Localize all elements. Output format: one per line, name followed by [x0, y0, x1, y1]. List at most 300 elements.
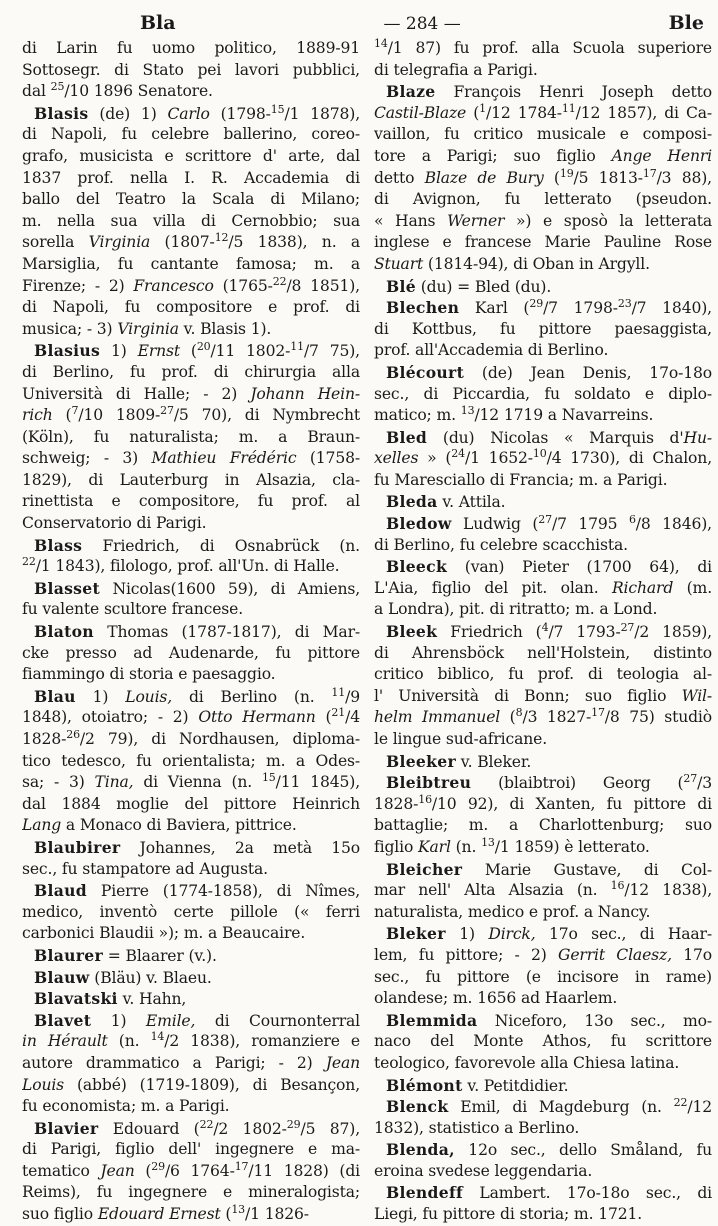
text-segment: /12 1857), di Ca- — [575, 103, 712, 122]
text-line — [22, 729, 360, 751]
text-segment: fu economista; m. a Parigi. — [22, 1097, 230, 1116]
text-line — [374, 686, 712, 708]
text-line — [22, 815, 360, 837]
date-superscript: 29 — [151, 1160, 165, 1173]
date-superscript: 27 — [620, 621, 635, 634]
text-segment: Johann Hein- — [250, 384, 360, 403]
text-segment: Edouard ( — [98, 1119, 200, 1138]
text-line — [22, 923, 360, 945]
text-segment: naturalista, medico e prof. a Nancy. — [374, 902, 651, 921]
text-line — [22, 902, 360, 924]
text-line — [22, 254, 360, 276]
headword: Bleeck — [386, 557, 448, 577]
entry-line — [22, 340, 360, 362]
headword: Blechen — [386, 298, 460, 318]
text-segment: Emil, di Magdeburg (n. — [448, 1098, 674, 1117]
text-segment: Edouard Ernest — [97, 1205, 221, 1224]
text-segment: a Monaco di Baviera, pittrice. — [61, 816, 297, 835]
entry-line — [374, 81, 712, 103]
date-superscript: 15 — [270, 102, 285, 116]
text-segment: vaillon, fu critico musicale e composi- — [374, 125, 712, 144]
text-segment: di Larin fu uomo politico, 1889-91 — [22, 39, 360, 57]
entry-line — [374, 1010, 712, 1032]
text-segment: 1) — [445, 925, 489, 944]
text-segment: François Henri Joseph detto — [435, 83, 712, 102]
text-line — [22, 232, 360, 254]
text-segment: /7 1798- — [543, 299, 618, 318]
text-segment: (Köln), fu naturalista; m. a Braun- — [22, 427, 360, 446]
text-segment: teologico, favorevole alla Chiesa latina. — [374, 1053, 680, 1072]
text-segment: Mathieu Frédéric — [151, 449, 297, 468]
text-segment: lem, fu pittore; - 2) — [374, 945, 559, 964]
text-segment: Louis, — [125, 687, 173, 706]
text-line — [22, 297, 360, 319]
text-segment: schweig; - 3) — [22, 449, 152, 468]
text-segment: /5 1838), n. a — [228, 233, 360, 252]
entry-line — [22, 837, 360, 859]
text-segment: 12o sec., dello Småland, fu — [454, 1141, 712, 1160]
text-segment: di Vienna (n. — [133, 773, 262, 792]
text-segment: v. Attila. — [437, 493, 506, 512]
text-segment: olandese; m. 1656 ad Haarlem. — [374, 989, 618, 1008]
date-superscript: 25 — [50, 81, 65, 93]
text-line — [22, 707, 360, 729]
text-segment: Karl ( — [459, 299, 530, 318]
text-segment: ») e sposò la letterata — [504, 211, 712, 230]
text-segment: di telegrafia a Parigi. — [374, 60, 538, 79]
text-segment: /4 1730), di Chalon, — [546, 449, 712, 468]
entry-line — [374, 923, 712, 945]
text-segment: Stuart — [374, 254, 424, 273]
date-superscript: 16 — [610, 880, 625, 892]
text-line — [374, 1161, 712, 1183]
text-line — [374, 384, 712, 406]
text-segment: fu valente scultore francese. — [22, 600, 244, 619]
date-superscript: 16 — [418, 793, 432, 806]
text-segment: l' Università di Bonn; suo figlio — [374, 686, 682, 705]
headword: Bleek — [386, 622, 438, 642]
text-segment: naco del Monte Athos, fu scrittore — [374, 1032, 712, 1051]
text-line — [374, 405, 712, 427]
text-line — [374, 837, 712, 859]
text-segment: sec., fu pittore (e incisore in rame) — [374, 967, 712, 986]
text-segment: Johannes, 2a metà 15o — [120, 838, 360, 857]
text-line — [374, 729, 712, 751]
entry-line — [22, 945, 360, 967]
text-segment: Ernst — [137, 342, 180, 361]
text-segment: /11 1802- — [210, 342, 291, 361]
text-segment: /8 1851), — [286, 276, 360, 295]
text-line — [374, 211, 712, 233]
date-superscript: 23 — [617, 297, 632, 310]
text-segment: /1 87) fu prof. alla Scuola superiore — [387, 39, 712, 57]
date-superscript: 22 — [272, 275, 287, 288]
text-segment: ( — [52, 406, 72, 425]
text-line — [374, 1053, 712, 1075]
text-segment: Thomas (1787-1817), di Mar- — [93, 623, 360, 642]
headword: Blavatski — [34, 989, 118, 1009]
text-segment: di Berlino, fu prof. di chirurgia alla — [22, 362, 360, 381]
text-segment: (m. — [673, 578, 712, 597]
date-superscript: 29 — [529, 297, 544, 310]
entry-line — [374, 362, 712, 384]
text-segment: autore drammatico a Parigi; - 2) — [22, 1053, 326, 1072]
text-segment: Lang — [22, 816, 62, 835]
text-line — [22, 513, 360, 535]
text-segment: (de) 1) — [88, 104, 168, 123]
text-segment: (van) Pieter (1700 64), di — [447, 558, 712, 577]
text-segment: ( — [543, 168, 560, 187]
date-superscript: 15 — [261, 772, 276, 784]
text-segment: Tina, — [94, 773, 134, 792]
text-line — [22, 751, 360, 773]
text-segment: /10 92), di Xanten, fu pittore di — [431, 794, 712, 813]
text-segment: 1848), otoiatro; - 2) — [22, 708, 199, 727]
text-segment: Marie Gustave, di Col- — [462, 860, 712, 879]
text-segment: Castil-Blaze — [374, 103, 467, 122]
text-segment: /5 70), di Nymbrecht — [173, 406, 360, 425]
text-segment: /11 1828) (di — [248, 1161, 360, 1180]
text-segment: /1 1826- — [245, 1205, 309, 1224]
text-segment: /1 1878), — [284, 104, 360, 123]
text-line — [22, 146, 360, 168]
text-segment: L'Aia, figlio del pit. olan. — [374, 578, 612, 597]
text-segment: tico tedesco, fu orientalista; m. a Odes- — [22, 751, 360, 770]
text-segment: ( — [134, 1161, 152, 1180]
entry-line — [22, 967, 360, 989]
text-line — [22, 1161, 360, 1183]
headword: Blaton — [34, 622, 94, 642]
text-segment: Liegi, fu pittore di storia; m. 1721. — [374, 1205, 643, 1224]
entry-line — [374, 513, 712, 535]
text-segment: Jean — [325, 1053, 360, 1072]
text-line — [22, 643, 360, 665]
entry-line — [374, 1182, 712, 1204]
headword: Blasis — [34, 103, 89, 123]
text-line — [22, 664, 360, 686]
text-segment: le lingue sud-africane. — [374, 730, 548, 748]
entry-line — [374, 859, 712, 881]
text-segment: (1758- — [296, 449, 360, 468]
entry-line — [22, 1010, 360, 1032]
text-segment: Hu- — [683, 428, 712, 447]
headword: Blavier — [34, 1118, 99, 1138]
text-segment: (1765- — [213, 276, 273, 295]
text-segment: v. Hahn, — [117, 990, 187, 1009]
text-segment: (du) Nicolas « Marquis d' — [427, 428, 684, 447]
entry-line — [374, 1096, 712, 1118]
text-line — [22, 60, 360, 82]
text-segment: (abbé) (1719-1809), di Besançon, — [64, 1075, 360, 1094]
text-segment: rich — [22, 406, 53, 425]
text-line — [374, 707, 712, 729]
text-line — [22, 319, 360, 341]
date-superscript: 14 — [374, 38, 388, 50]
text-segment: ballo del Teatro la Scala di Milano; — [22, 190, 360, 209]
text-line — [374, 60, 712, 82]
text-segment: /5 87), — [300, 1119, 360, 1138]
text-segment: Carlo — [167, 104, 210, 123]
text-segment: Blaze de Bury — [424, 168, 544, 187]
text-segment: /10 1896 Senatore. — [64, 82, 213, 101]
headword: Blavet — [34, 1010, 92, 1030]
headword: Blaubirer — [34, 837, 121, 857]
headword: Blauw — [34, 967, 90, 987]
text-line — [374, 103, 712, 125]
text-segment: /1 1652- — [464, 449, 533, 468]
text-segment: di Parigi, figlio dell' ingegnere e ma- — [22, 1140, 360, 1159]
text-line — [374, 189, 712, 211]
entry-line — [374, 751, 712, 773]
text-line — [22, 859, 360, 881]
entry-line — [374, 427, 712, 449]
text-segment: di Cournonterral — [195, 1011, 360, 1030]
text-segment: Università di Halle; - 2) — [22, 384, 251, 403]
text-segment: Friedrich ( — [437, 623, 542, 642]
text-line — [374, 794, 712, 816]
text-line — [22, 1182, 360, 1204]
text-segment: sa; - 3) — [22, 773, 95, 792]
text-segment: Wil- — [681, 686, 712, 705]
entry-line — [374, 1075, 712, 1097]
text-line — [374, 988, 712, 1010]
entry-line — [22, 621, 360, 643]
text-segment: /2 1802- — [213, 1119, 287, 1138]
text-line — [22, 1031, 360, 1053]
text-segment: (blaibtroi) Georg ( — [471, 774, 684, 793]
text-segment: /12 — [687, 1098, 712, 1117]
text-line — [22, 38, 360, 60]
headword: Blécourt — [386, 362, 465, 382]
text-segment: Gerrit Claesz, — [558, 945, 672, 964]
left-column — [22, 38, 360, 1226]
text-segment: 1832), statistico a Berlino. — [374, 1118, 580, 1137]
text-segment: /11 1845), — [275, 773, 360, 792]
text-segment: ( — [220, 1205, 232, 1224]
text-segment: /8 75) studiò — [604, 708, 712, 727]
date-superscript: 22 — [673, 1096, 688, 1109]
text-segment: Nicolas(1600 59), di Amiens, — [100, 579, 360, 598]
text-line — [22, 1139, 360, 1161]
text-segment: Werner — [447, 211, 505, 230]
text-segment: v. Bleker. — [456, 752, 532, 771]
text-segment: /8 1846), — [635, 515, 712, 534]
date-superscript: 11 — [561, 102, 576, 115]
text-segment: in Hérault — [22, 1032, 108, 1051]
text-line — [374, 38, 712, 60]
text-segment: di Avignon, fu letterato (pseudon. — [374, 190, 712, 209]
text-segment: detto — [374, 168, 425, 187]
text-segment: battaglie; m. a Charlottenburg; suo — [374, 816, 712, 835]
date-superscript: 17 — [234, 1160, 249, 1173]
text-line — [22, 772, 360, 794]
text-line — [374, 146, 712, 168]
text-line — [374, 664, 712, 686]
running-header — [0, 0, 718, 34]
date-superscript: 10 — [532, 448, 547, 461]
text-segment: Francesco — [133, 276, 214, 295]
text-segment: /12 1719 a Navarreins. — [474, 406, 654, 425]
date-superscript: 26 — [66, 729, 80, 741]
text-segment: medico, inventò certe pillole (« ferri — [22, 902, 360, 921]
text-segment: /7 1840), — [631, 299, 712, 318]
text-line — [22, 470, 360, 492]
text-segment: ( — [466, 103, 480, 122]
text-segment: fu Maresciallo di Francia; m. a Parigi. — [374, 470, 668, 489]
text-segment: /4 — [345, 708, 360, 727]
text-segment: m. nella sua villa di Cernobbio; sua — [22, 211, 360, 230]
text-segment: matico; m. — [374, 406, 461, 425]
text-segment: eroina svedese leggendaria. — [374, 1161, 593, 1180]
text-segment: /9 — [345, 687, 360, 706]
entry-line — [374, 491, 712, 513]
entry-line — [22, 686, 360, 708]
date-superscript: 13 — [231, 1204, 246, 1216]
text-line — [22, 491, 360, 513]
text-segment: di Berlino, fu celebre scacchista. — [374, 535, 628, 554]
text-segment: (Bläu) v. Blaeu. — [89, 968, 212, 987]
date-superscript: 22 — [199, 1117, 214, 1131]
text-segment: « Hans — [374, 211, 448, 230]
header-left-guideword: Bla — [140, 12, 176, 34]
date-superscript: 11 — [331, 685, 346, 699]
text-segment: Firenze; - 2) — [22, 276, 134, 295]
date-superscript: 11 — [290, 340, 304, 354]
text-segment: Marsiglia, fu cantante famosa; m. a — [22, 254, 360, 273]
text-segment: Conservatorio di Parigi. — [22, 514, 207, 533]
text-segment: prof. all'Accademia di Berlino. — [374, 341, 609, 360]
text-segment: /12 1784- — [486, 103, 562, 122]
entry-line — [374, 621, 712, 643]
headword: Blenda, — [386, 1140, 455, 1160]
text-segment: /7 75), — [303, 342, 360, 361]
date-superscript: 27 — [538, 513, 552, 526]
text-segment: rinettista e compositore, fu prof. al — [22, 492, 360, 511]
text-line — [374, 880, 712, 902]
entry-line — [22, 103, 360, 125]
date-superscript: 13 — [481, 836, 495, 849]
text-segment: fiammingo di storia e paesaggio. — [22, 665, 276, 684]
text-segment: Jean — [100, 1161, 135, 1180]
text-segment: mar nell' Alta Alsazia (n. — [374, 881, 611, 900]
headword: Bleker — [386, 924, 446, 944]
date-superscript: 27 — [683, 772, 698, 785]
text-segment: Louis — [22, 1075, 65, 1094]
text-line — [374, 578, 712, 600]
headword: Blaurer — [34, 945, 103, 965]
text-segment: Virginia — [88, 233, 151, 252]
text-segment: v. Blasis 1). — [178, 319, 272, 338]
text-segment: /12 1838), — [624, 881, 712, 900]
text-segment: di Ahrensböck nell'Holstein, distinto — [374, 643, 712, 662]
entry-line — [374, 1139, 712, 1161]
text-segment: tematico — [22, 1161, 101, 1180]
text-segment: Pierre (1774-1858), di Nîmes, — [86, 882, 360, 901]
text-segment: musica; - 3) — [22, 319, 118, 338]
text-segment: suo figlio — [22, 1205, 98, 1224]
headword: Bled — [386, 427, 428, 447]
text-segment: carbonici Blaudii »); m. a Beaucaire. — [22, 924, 306, 943]
text-line — [22, 1096, 360, 1118]
text-segment: 1) — [75, 687, 126, 706]
text-segment: sec., fu stampatore ad Augusta. — [22, 859, 268, 878]
text-segment: v. Petitdidier. — [462, 1076, 569, 1095]
text-line — [374, 168, 712, 190]
headword: Blemmida — [386, 1010, 478, 1030]
text-line — [374, 815, 712, 837]
text-segment: /1 1859) è letterato. — [494, 837, 650, 856]
text-line — [374, 232, 712, 254]
headword: Bleeker — [386, 751, 456, 771]
text-segment: (1798- — [209, 104, 271, 123]
date-superscript: 8 — [515, 707, 523, 720]
entry-line — [22, 1118, 360, 1140]
date-superscript: 14 — [150, 1031, 165, 1044]
text-segment: (1807- — [150, 233, 215, 252]
headword: Bleda — [386, 492, 438, 512]
entry-line — [374, 772, 712, 794]
text-line — [22, 362, 360, 384]
text-segment: figlio — [374, 837, 419, 856]
text-line — [374, 599, 712, 621]
headword: Blaud — [34, 881, 87, 901]
text-segment: Virginia — [117, 319, 179, 338]
text-line — [22, 211, 360, 233]
text-segment: Emile, — [145, 1011, 196, 1030]
text-segment: /3 88), — [656, 168, 712, 187]
text-segment: Reims), fu ingegnere e mineralogista; — [22, 1183, 360, 1202]
text-segment: inglese e francese Marie Pauline Rose — [374, 233, 712, 252]
text-segment: sec., di Piccardia, fu soldato e diplo- — [374, 384, 712, 403]
text-segment: (1814-94), di Oban in Argyll. — [423, 254, 650, 273]
right-column — [374, 38, 712, 1226]
text-segment: Richard — [611, 578, 674, 597]
text-line — [374, 945, 712, 967]
text-segment: Dirck, — [488, 925, 536, 944]
text-segment: di Berlino (n. — [172, 687, 332, 706]
date-superscript: 29 — [286, 1117, 301, 1131]
text-line — [22, 168, 360, 190]
headword: Blasset — [34, 578, 100, 598]
headword: Blaze — [386, 82, 436, 102]
text-line — [22, 1204, 360, 1226]
date-superscript: 12 — [214, 232, 229, 245]
text-segment: Lambert. 17o-18o sec., di — [463, 1184, 712, 1203]
text-segment: » ( — [418, 449, 452, 468]
entry-line — [22, 578, 360, 600]
text-line — [22, 1053, 360, 1075]
text-segment: Otto Hermann — [198, 708, 316, 727]
date-superscript: 24 — [451, 448, 465, 461]
date-superscript: 27 — [160, 405, 174, 417]
text-segment: dal — [22, 82, 51, 101]
text-segment: /6 1764- — [164, 1161, 235, 1180]
text-line — [374, 254, 712, 276]
entry-line — [374, 556, 712, 578]
text-line — [374, 967, 712, 989]
text-segment: Friedrich, di Osnabrück (n. — [82, 536, 360, 555]
text-segment: cke presso ad Audenarde, fu pittore — [22, 643, 360, 662]
text-segment: Ludwig ( — [451, 515, 539, 534]
text-line — [22, 405, 360, 427]
text-segment: 1837 prof. nella I. R. Accademia di — [22, 168, 360, 187]
date-superscript: 6 — [628, 513, 636, 526]
text-line — [374, 448, 712, 470]
page-number: — 284 — — [383, 14, 461, 34]
date-superscript: 4 — [541, 621, 549, 634]
text-line — [22, 794, 360, 816]
date-superscript: 1 — [479, 102, 486, 115]
